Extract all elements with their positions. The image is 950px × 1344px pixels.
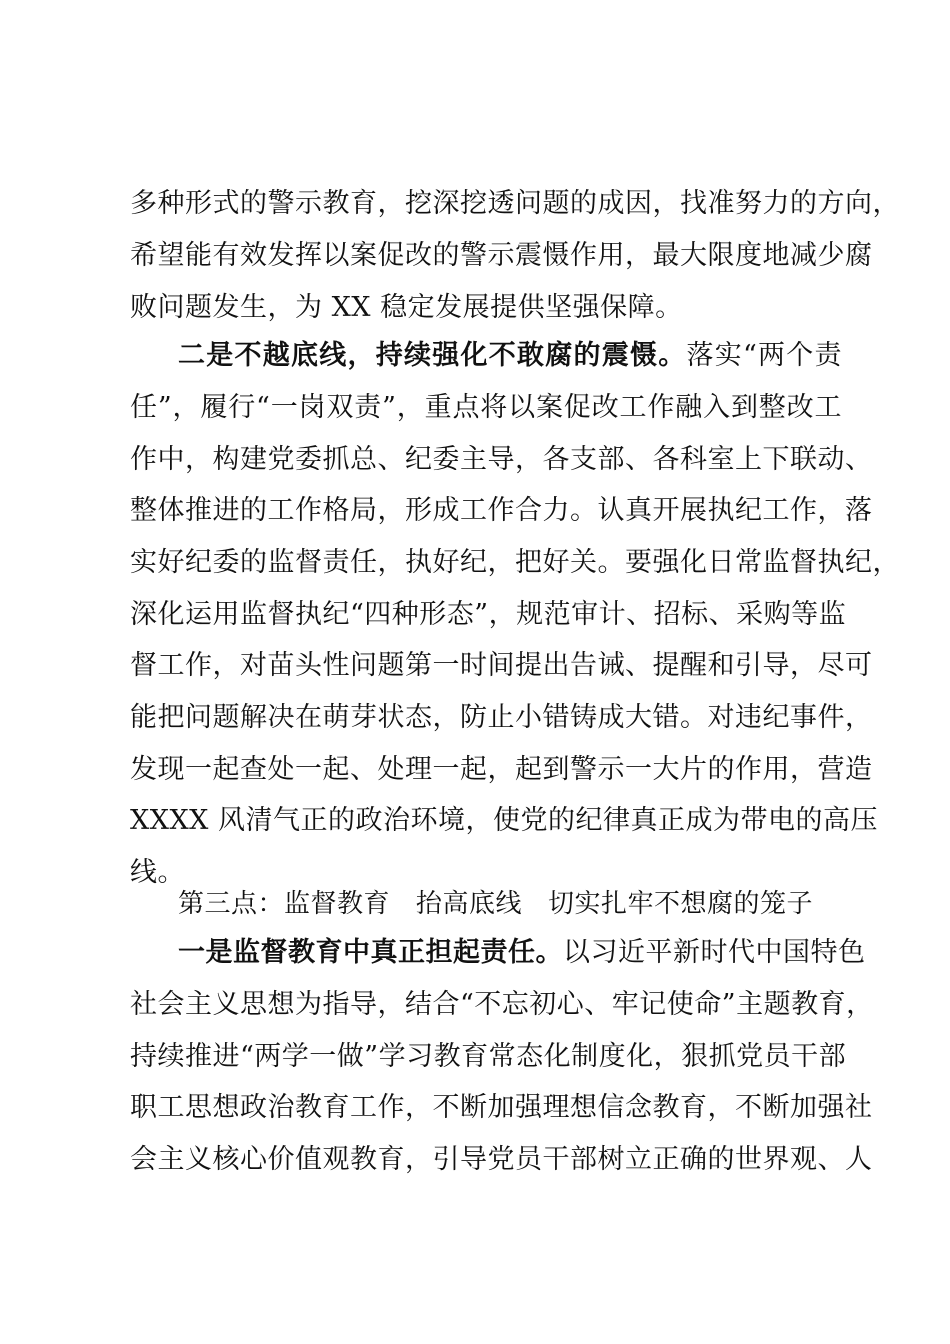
paragraph-line: 希望能有效发挥以案促改的警示震慑作用，最大限度地减少腐 — [130, 240, 873, 271]
paragraph-line: 发现一起查处一起、处理一起，起到警示一大片的作用，营造 — [130, 754, 873, 785]
paragraph-line: 深化运用监督执纪“四种形态”，规范审计、招标、采购等监 — [130, 599, 847, 630]
section-heading-part2: 抬高底线 — [416, 889, 523, 919]
paragraph-line: 任”，履行“一岗双责”，重点将以案促改工作融入到整改工 — [130, 392, 842, 423]
paragraph-first-line — [178, 934, 866, 972]
paragraph-line: 败问题发生，为 XX 稳定发展提供坚强保障。 — [130, 292, 683, 323]
paragraph-line: 会主义核心价值观教育，引导党员干部树立正确的世界观、人 — [130, 1144, 873, 1175]
paragraph-line: 线。 — [130, 857, 185, 888]
paragraph-line: 多种形式的警示教育，挖深挖透问题的成因，找准努力的方向， — [130, 188, 900, 219]
paragraph-first-line — [178, 337, 842, 375]
paragraph-line: 作中，构建党委抓总、纪委主导，各支部、各科室上下联动、 — [130, 444, 873, 475]
paragraph-line: 整体推进的工作格局，形成工作合力。认真开展执纪工作，落 — [130, 495, 873, 526]
paragraph-first-line-rest: 落实“两个责 — [686, 340, 842, 371]
paragraph-line: 社会主义思想为指导，结合“不忘初心、牢记使命”主题教育， — [130, 989, 874, 1020]
paragraph-line: 实好纪委的监督责任，执好纪，把好关。要强化日常监督执纪， — [130, 547, 900, 578]
section-heading-part1: 第三点：监督教育 — [178, 889, 391, 919]
paragraph-line: 职工思想政治教育工作，不断加强理想信念教育，不断加强社 — [130, 1092, 873, 1123]
paragraph-lead-bold: 一是监督教育中真正担起责任。 — [178, 937, 563, 968]
paragraph-line: 持续推进“两学一做”学习教育常态化制度化，狠抓党员干部 — [130, 1041, 847, 1072]
paragraph-line: 能把问题解决在萌芽状态，防止小错铸成大错。对违纪事件， — [130, 702, 873, 733]
paragraph-first-line-rest: 以习近平新时代中国特色 — [563, 937, 866, 968]
section-heading-part3: 切实扎牢不想腐的笼子 — [548, 889, 814, 919]
paragraph-line: 督工作，对苗头性问题第一时间提出告诫、提醒和引导，尽可 — [130, 650, 873, 681]
paragraph-lead-bold: 二是不越底线，持续强化不敢腐的震慑。 — [178, 340, 687, 371]
paragraph-line: XXXX 风清气正的政治环境，使党的纪律真正成为带电的高压 — [130, 805, 878, 836]
